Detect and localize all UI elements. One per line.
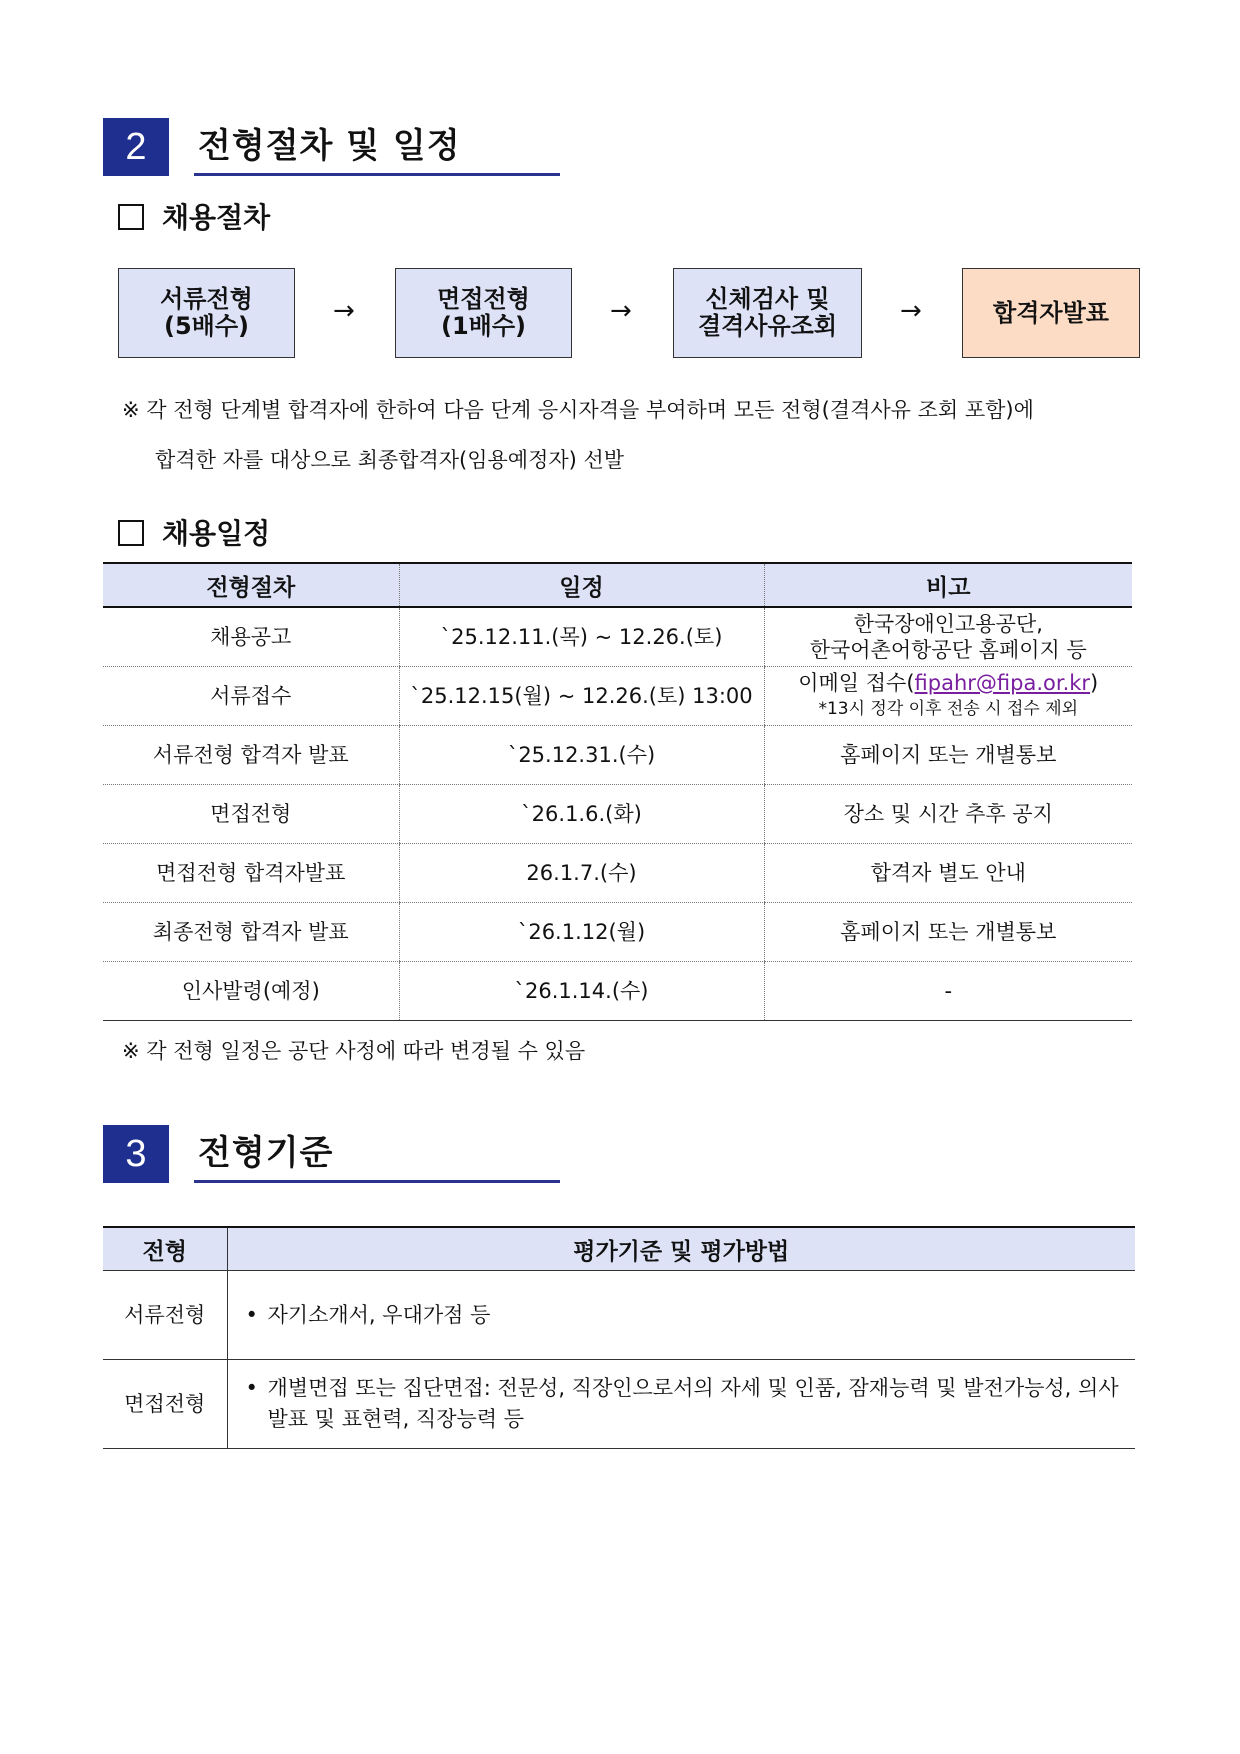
- criteria-cell: [227, 1271, 1135, 1360]
- stage-cell: 면접전형 합격자발표: [103, 844, 399, 903]
- flow-step-line1: 합격자발표: [993, 298, 1109, 327]
- table-header-row: [103, 563, 1132, 607]
- section-title: 전형절차 및 일정: [198, 126, 461, 166]
- stage-cell: 인사발령(예정): [103, 962, 399, 1021]
- stage-cell: 서류전형: [103, 1271, 227, 1360]
- stage-cell: 면접전형: [103, 1360, 227, 1449]
- criteria-table: [103, 1226, 1135, 1449]
- section-2-header: [103, 118, 563, 176]
- section-title: 전형기준: [198, 1133, 334, 1173]
- date-cell: `26.1.12(월): [399, 903, 764, 962]
- table-row: [103, 903, 1132, 962]
- flow-step-line2: 결격사유조회: [697, 312, 838, 340]
- criteria-text: 자기소개서, 우대가점 등: [267, 1302, 491, 1327]
- date-cell: `25.12.15(월) ~ 12.26.(토) 13:00: [399, 667, 764, 726]
- schedule-heading: [118, 514, 270, 554]
- table-header-row: [103, 1227, 1135, 1271]
- note-cell: 장소 및 시간 추후 공지: [764, 785, 1132, 844]
- flow-step-result: [962, 268, 1140, 358]
- criteria-text: 개별면접 또는 집단면접: 전문성, 직장인으로서의 자세 및 인품, 잠재능력 및 발전가능성, 의사발표 및 표현력, 직장능력 등: [267, 1376, 1119, 1431]
- column-header: 일정: [399, 563, 764, 607]
- note-text: 이메일 접수(: [798, 671, 915, 695]
- flow-step-line1: 서류전형: [160, 285, 253, 313]
- section-underline: [194, 1180, 560, 1183]
- column-header: 비고: [764, 563, 1132, 607]
- bullet-icon: •: [245, 1376, 258, 1400]
- column-header: 전형: [103, 1227, 227, 1271]
- note-cell: [764, 607, 1132, 667]
- checkbox-square-icon: [118, 204, 144, 230]
- note-text: 한국장애인고용공단,: [853, 612, 1043, 636]
- stage-cell: 최종전형 합격자 발표: [103, 903, 399, 962]
- stage-cell: 서류전형 합격자 발표: [103, 726, 399, 785]
- table-row: [103, 607, 1132, 667]
- flow-step-line2: (1배수): [440, 312, 526, 340]
- section-3-header: [103, 1125, 563, 1183]
- flow-step-line1: 신체검사 및: [705, 285, 830, 313]
- table-row: [103, 667, 1132, 726]
- column-header: 평가기준 및 평가방법: [227, 1227, 1135, 1271]
- table-row: [103, 844, 1132, 903]
- note-text: ): [1090, 671, 1099, 695]
- note-cell: 합격자 별도 안내: [764, 844, 1132, 903]
- stage-cell: 서류접수: [103, 667, 399, 726]
- process-heading: [118, 198, 270, 238]
- criteria-cell: [227, 1360, 1135, 1449]
- arrow-right-icon: →: [610, 296, 632, 326]
- note-cell: [764, 667, 1132, 726]
- stage-cell: 면접전형: [103, 785, 399, 844]
- date-cell: `26.1.14.(수): [399, 962, 764, 1021]
- date-cell: `26.1.6.(화): [399, 785, 764, 844]
- stage-cell: 채용공고: [103, 607, 399, 667]
- schedule-table: [103, 562, 1132, 1021]
- table-row: [103, 726, 1132, 785]
- date-cell: `25.12.31.(수): [399, 726, 764, 785]
- section-underline: [194, 173, 560, 176]
- process-note-line1: ※ 각 전형 단계별 합격자에 한하여 다음 단계 응시자격을 부여하며 모든 전형(결격사유 조회 포함)에: [122, 398, 1034, 422]
- note-small-text: *13시 정각 이후 전송 시 접수 제외: [818, 699, 1079, 719]
- flow-step-document: [118, 268, 295, 358]
- note-text: 한국어촌어항공단 홈페이지 등: [809, 638, 1087, 662]
- table-row: [103, 1271, 1135, 1360]
- note-cell: 홈페이지 또는 개별통보: [764, 903, 1132, 962]
- table-row: [103, 962, 1132, 1021]
- process-heading-label: 채용절차: [162, 201, 271, 234]
- flow-step-line2: (5배수): [163, 312, 249, 340]
- arrow-right-icon: →: [333, 296, 355, 326]
- table-row: [103, 785, 1132, 844]
- flow-step-checkup: [673, 268, 862, 358]
- schedule-footnote: ※ 각 전형 일정은 공단 사정에 따라 변경될 수 있음: [122, 1039, 586, 1063]
- flow-step-interview: [395, 268, 572, 358]
- note-cell: -: [764, 962, 1132, 1021]
- schedule-heading-label: 채용일정: [162, 517, 271, 550]
- date-cell: 26.1.7.(수): [399, 844, 764, 903]
- bullet-icon: •: [245, 1302, 258, 1327]
- note-cell: 홈페이지 또는 개별통보: [764, 726, 1132, 785]
- section-number: 2: [103, 118, 169, 176]
- date-cell: `25.12.11.(목) ~ 12.26.(토): [399, 607, 764, 667]
- section-number: 3: [103, 1125, 169, 1183]
- flow-step-line1: 면접전형: [437, 285, 530, 313]
- email-link[interactable]: fipahr@fipa.or.kr: [914, 671, 1091, 695]
- arrow-right-icon: →: [900, 296, 922, 326]
- process-note-line2: 합격한 자를 대상으로 최종합격자(임용예정자) 선발: [155, 448, 625, 472]
- checkbox-square-icon: [118, 520, 144, 546]
- table-row: [103, 1360, 1135, 1449]
- column-header: 전형절차: [103, 563, 399, 607]
